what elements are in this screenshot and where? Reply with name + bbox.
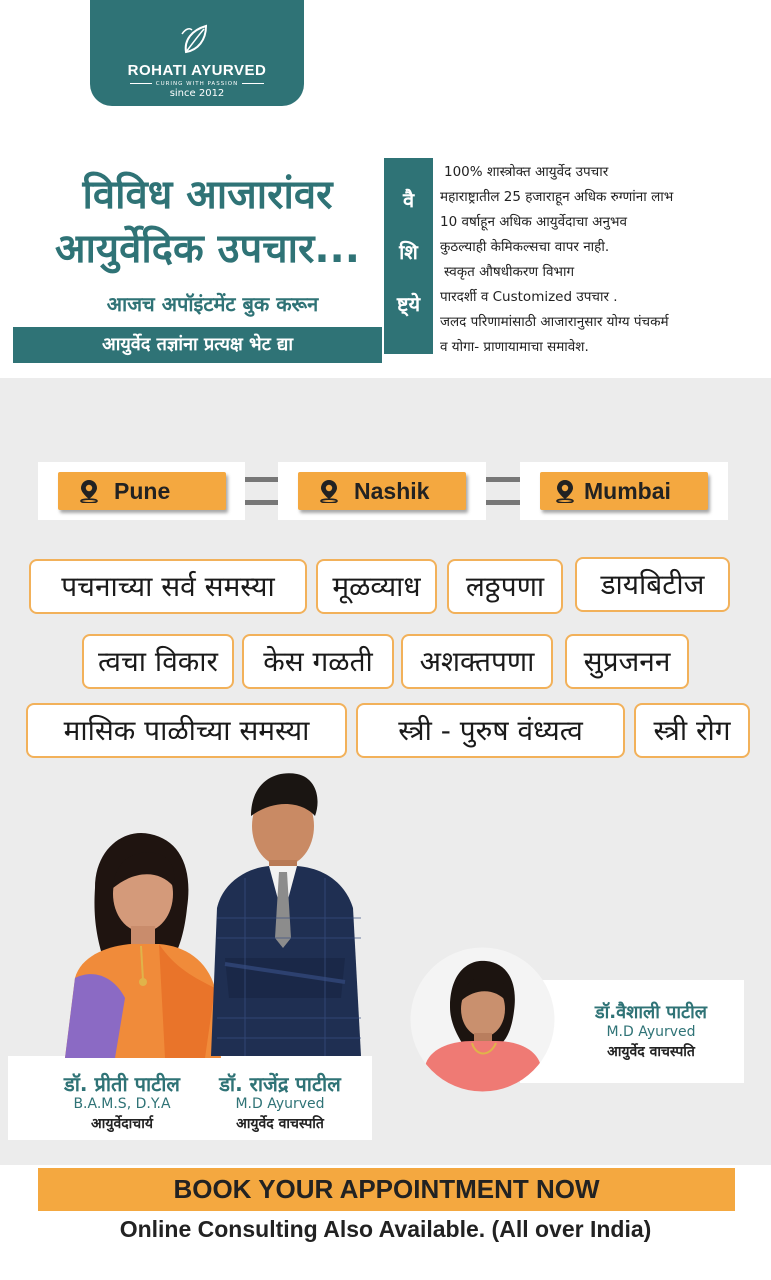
- headline-line-2: आयुर्वेदिक उपचार...: [55, 226, 360, 272]
- disease-tag: केस गळती: [242, 634, 394, 689]
- doctor-title-preeti: आयुर्वेदाचार्य: [91, 1116, 153, 1132]
- doctor-name-vaishali: डॉ.वैशाली पाटील: [595, 1002, 707, 1023]
- location-card-nashik: [278, 462, 486, 520]
- features-label-part: ष्ट्ये: [396, 292, 421, 316]
- brand-logo: [90, 0, 304, 106]
- location-button-pune[interactable]: [58, 472, 226, 510]
- feature-item: 100% शास्त्रोक्त आयुर्वेद उपचार: [444, 164, 609, 180]
- doctor-photo-preeti: [55, 828, 225, 1058]
- brand-tagline: CURING WITH PASSION: [90, 81, 304, 87]
- headline: [30, 168, 385, 276]
- doctor-photo-rajendra: [205, 768, 375, 1056]
- feature-item: कुठल्याही केमिकल्सचा वापर नाही.: [440, 239, 610, 255]
- doctor-degree-vaishali: M.D Ayurved: [606, 1024, 696, 1040]
- disease-tag: लठ्ठपणा: [447, 559, 563, 614]
- location-button-mumbai[interactable]: [540, 472, 708, 510]
- brand-since: since 2012: [169, 88, 225, 99]
- features-vertical-label: [384, 158, 433, 354]
- map-pin-icon: [554, 479, 576, 503]
- location-connector: [245, 477, 278, 505]
- doctor-name-rajendra: डॉ. राजेंद्र पाटील: [219, 1072, 341, 1096]
- feature-item: स्वकृत औषधीकरण विभाग: [444, 264, 575, 280]
- doctor-name-preeti: डॉ. प्रीती पाटील: [64, 1072, 180, 1096]
- features-label-part: वै: [402, 188, 415, 212]
- features-list: [440, 160, 765, 360]
- headline-line-1: विविध आजारांवर: [82, 172, 333, 218]
- disease-tag: डायबिटीज: [575, 557, 730, 612]
- online-consulting-note: Online Consulting Also Available. (All over India): [119, 1216, 652, 1242]
- feature-item: 10 वर्षाहून अधिक आयुर्वेदाचा अनुभव: [440, 214, 627, 230]
- doctor-title-rajendra: आयुर्वेद वाचस्पति: [236, 1116, 324, 1132]
- disease-tag: स्त्री - पुरुष वंध्यत्व: [356, 703, 625, 758]
- brand-name: ROHATI AYURVED: [127, 62, 267, 79]
- location-label: Mumbai: [584, 478, 671, 504]
- headline-banner: आयुर्वेद तज्ञांना प्रत्यक्ष भेट द्या: [13, 327, 382, 363]
- feature-item: व योगा- प्राणायामाचा समावेश.: [440, 339, 589, 355]
- doctor-title-vaishali: आयुर्वेद वाचस्पति: [607, 1044, 695, 1060]
- feature-item: महाराष्ट्रातील 25 हजाराहून अधिक रुग्णांना लाभ: [440, 189, 674, 205]
- doctor-photo-vaishali: [410, 947, 555, 1092]
- headline-subtitle: आजच अपॉइंटमेंट बुक करून: [106, 292, 319, 316]
- doctor-degree-rajendra: M.D Ayurved: [235, 1096, 325, 1112]
- location-card-mumbai: [520, 462, 728, 520]
- feature-item: जलद परिणामांसाठी आजारानुसार योग्य पंचकर्म: [440, 314, 669, 330]
- features-label-part: शि: [399, 240, 418, 264]
- location-button-nashik[interactable]: [298, 472, 466, 510]
- feature-item: पारदर्शी व Customized उपचार .: [440, 289, 618, 305]
- map-pin-icon: [318, 479, 340, 503]
- book-appointment-button[interactable]: BOOK YOUR APPOINTMENT NOW: [38, 1168, 735, 1211]
- location-card-pune: [38, 462, 245, 520]
- map-pin-icon: [78, 479, 100, 503]
- disease-tag: मूळव्याध: [316, 559, 437, 614]
- disease-tag: सुप्रजनन: [565, 634, 689, 689]
- disease-tag: मासिक पाळीच्या समस्या: [26, 703, 347, 758]
- location-connector: [486, 477, 520, 505]
- disease-tag: त्वचा विकार: [82, 634, 234, 689]
- location-label: Nashik: [354, 478, 430, 504]
- disease-tag: पचनाच्या सर्व समस्या: [29, 559, 307, 614]
- doctor-degree-preeti: B.A.M.S, D.Y.A: [73, 1096, 171, 1112]
- disease-tag: स्त्री रोग: [634, 703, 750, 758]
- leaf-logo-icon: [180, 22, 210, 56]
- location-label: Pune: [114, 478, 171, 504]
- disease-tag: अशक्तपणा: [401, 634, 553, 689]
